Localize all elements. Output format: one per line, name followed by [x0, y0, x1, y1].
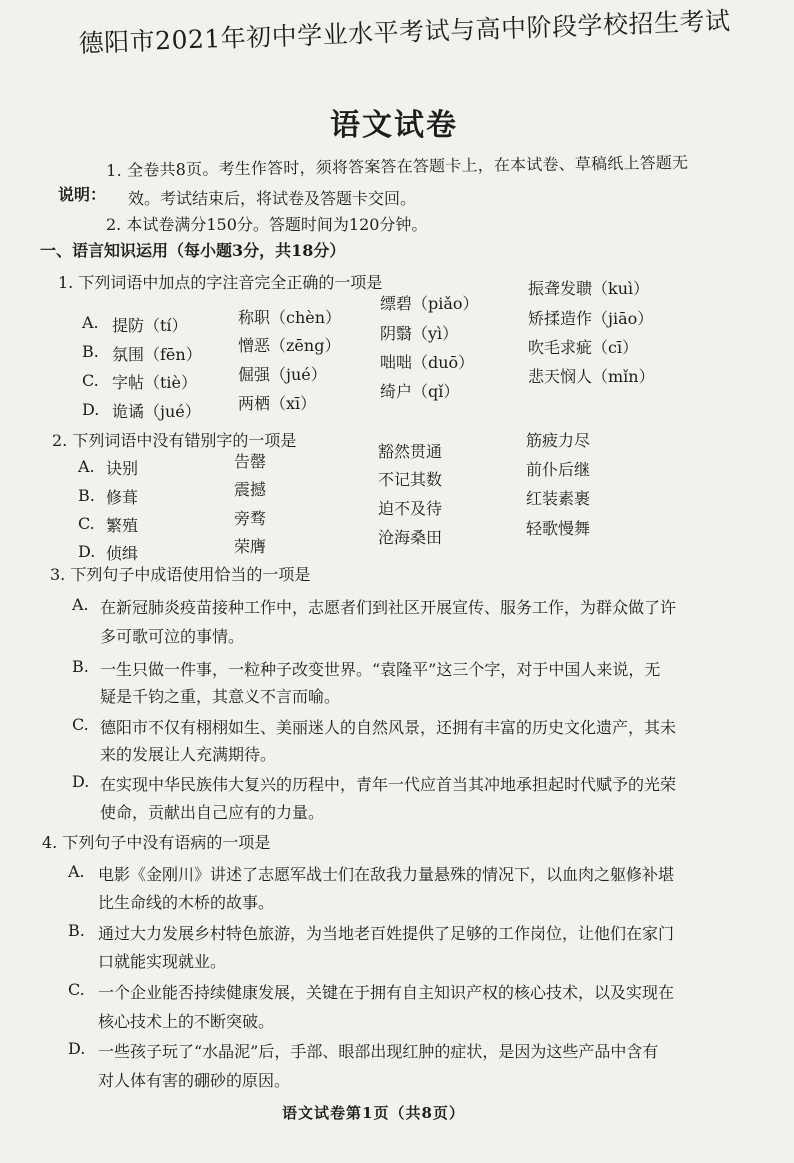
q1-option-b-label: B.: [82, 342, 99, 361]
q2-option-a-word-3: 豁然贯通: [378, 442, 443, 461]
q1-option-d-word-2: 两栖（xī）: [238, 394, 317, 413]
q4-option-b-line-1: 通过大力发展乡村特色旅游，为当地老百姓提供了足够的工作岗位，让他们在家门: [98, 924, 675, 943]
q3-option-c-line-1: 德阳市不仅有栩栩如生、美丽迷人的自然风景，还拥有丰富的历史文化遗产，其未: [100, 718, 677, 737]
q4-option-d-label: D.: [68, 1039, 86, 1058]
q2-option-a-word-2: 告罄: [234, 452, 267, 471]
question-2-stem: 2. 下列词语中没有错别字的一项是: [52, 431, 297, 450]
instructions-line-1: 1. 全卷共8页。考生作答时，须将答案答在答题卡上，在本试卷、草稿纸上答题无: [106, 152, 689, 180]
q1-option-a-word-1: 提防（tí）: [112, 316, 188, 335]
q3-option-d-line-2: 使命，贡献出自己应有的力量。: [100, 803, 325, 822]
q1-option-d-word-4: 悲天悯人（mǐn）: [528, 367, 655, 386]
q1-option-a-label: A.: [82, 313, 99, 332]
q1-option-b-word-3: 阴翳（yì）: [380, 324, 459, 343]
q1-option-c-word-3: 咄咄（duō）: [380, 353, 475, 372]
q4-option-c-label: C.: [68, 980, 85, 999]
q2-option-a-label: A.: [78, 457, 95, 476]
q2-option-d-word-1: 侦缉: [106, 544, 139, 563]
q3-option-b-line-1: 一生只做一件事，一粒种子改变世界。“袁隆平”这三个字，对于中国人来说，无: [100, 660, 661, 679]
q3-option-a-line-2: 多可歌可泣的事情。: [100, 627, 245, 646]
q2-option-b-label: B.: [78, 486, 95, 505]
q1-option-c-label: C.: [82, 371, 99, 390]
q1-option-a-word-4: 振聋发聩（kuì）: [528, 279, 650, 298]
q1-option-d-word-1: 诡谲（jué）: [112, 402, 201, 421]
q4-option-d-line-1: 一些孩子玩了“水晶泥”后，手部、眼部出现红肿的症状，是因为这些产品中含有: [98, 1042, 659, 1061]
q4-option-a-line-1: 电影《金刚川》讲述了志愿军战士们在敌我力量悬殊的情况下，以血肉之躯修补堪: [98, 865, 675, 884]
q1-option-c-word-1: 字帖（tiè）: [112, 373, 198, 392]
question-3-stem: 3. 下列句子中成语使用恰当的一项是: [50, 565, 311, 584]
q3-option-b-label: B.: [72, 657, 89, 676]
instructions-label: 说明：: [58, 185, 107, 204]
q2-option-c-word-2: 旁骛: [234, 509, 267, 528]
question-1-stem: 1. 下列词语中加点的字注音完全正确的一项是: [58, 273, 383, 292]
q2-option-d-word-2: 荣膺: [234, 537, 267, 556]
q1-option-b-word-1: 氛围（fēn）: [112, 345, 202, 364]
q1-option-a-word-3: 缥碧（piǎo）: [380, 294, 479, 313]
exam-title: 德阳市2021年初中学业水平考试与高中阶段学校招生考试: [78, 6, 731, 58]
instructions-line-1b: 效。考试结束后，将试卷及答题卡交回。: [128, 189, 417, 208]
q2-option-b-word-1: 修葺: [106, 488, 139, 507]
q2-option-a-word-4: 筋疲力尽: [526, 431, 591, 450]
q2-option-b-word-2: 震撼: [234, 480, 267, 499]
q4-option-d-line-2: 对人体有害的硼砂的原因。: [98, 1071, 291, 1090]
q1-option-b-word-4: 矫揉造作（jiāo）: [528, 309, 654, 328]
q2-option-b-word-3: 不记其数: [378, 470, 443, 489]
q4-option-a-line-2: 比生命线的木桥的故事。: [98, 893, 275, 912]
q2-option-c-word-4: 红装素裹: [526, 489, 591, 508]
q4-option-b-line-2: 口就能实现就业。: [98, 952, 227, 971]
q3-option-d-line-1: 在实现中华民族伟大复兴的历程中，青年一代应首当其冲地承担起时代赋予的光荣: [100, 775, 677, 794]
q3-option-a-line-1: 在新冠肺炎疫苗接种工作中，志愿者们到社区开展宣传、服务工作，为群众做了许: [100, 598, 677, 617]
q1-option-c-word-4: 吹毛求疵（cī）: [528, 338, 639, 357]
q3-option-c-line-2: 来的发展让人充满期待。: [100, 745, 277, 764]
section-title: 一、语言知识运用（每小题3分，共18分）: [40, 241, 346, 260]
q3-option-d-label: D.: [72, 772, 90, 791]
q4-option-c-line-2: 核心技术上的不断突破。: [98, 1012, 275, 1031]
question-4-stem: 4. 下列句子中没有语病的一项是: [42, 833, 271, 852]
instructions-line-2: 2. 本试卷满分150分。答题时间为120分钟。: [106, 215, 428, 234]
exam-subtitle: 语文试卷: [330, 108, 458, 143]
q4-option-c-line-1: 一个企业能否持续健康发展，关键在于拥有自主知识产权的核心技术，以及实现在: [98, 983, 675, 1002]
q2-option-d-word-4: 轻歌慢舞: [526, 519, 591, 538]
q2-option-c-word-1: 繁殖: [106, 516, 139, 535]
q1-option-d-label: D.: [82, 400, 100, 419]
q2-option-d-word-3: 沧海桑田: [378, 528, 443, 547]
q2-option-a-word-1: 诀别: [106, 459, 139, 478]
q4-option-b-label: B.: [68, 921, 85, 940]
q3-option-a-label: A.: [72, 595, 89, 614]
q2-option-b-word-4: 前仆后继: [526, 460, 591, 479]
page-footer: 语文试卷第1页（共8页）: [282, 1104, 465, 1122]
q2-option-d-label: D.: [78, 542, 96, 561]
q2-option-c-word-3: 迫不及待: [378, 499, 443, 518]
q1-option-a-word-2: 称职（chèn）: [238, 308, 342, 327]
q2-option-c-label: C.: [78, 514, 95, 533]
q3-option-c-label: C.: [72, 715, 89, 734]
q1-option-d-word-3: 绮户（qǐ）: [380, 382, 460, 401]
q1-option-c-word-2: 倔强（jué）: [238, 365, 327, 384]
q4-option-a-label: A.: [68, 862, 85, 881]
q1-option-b-word-2: 憎恶（zēng）: [238, 336, 341, 355]
q3-option-b-line-2: 疑是千钧之重，其意义不言而喻。: [100, 687, 341, 706]
